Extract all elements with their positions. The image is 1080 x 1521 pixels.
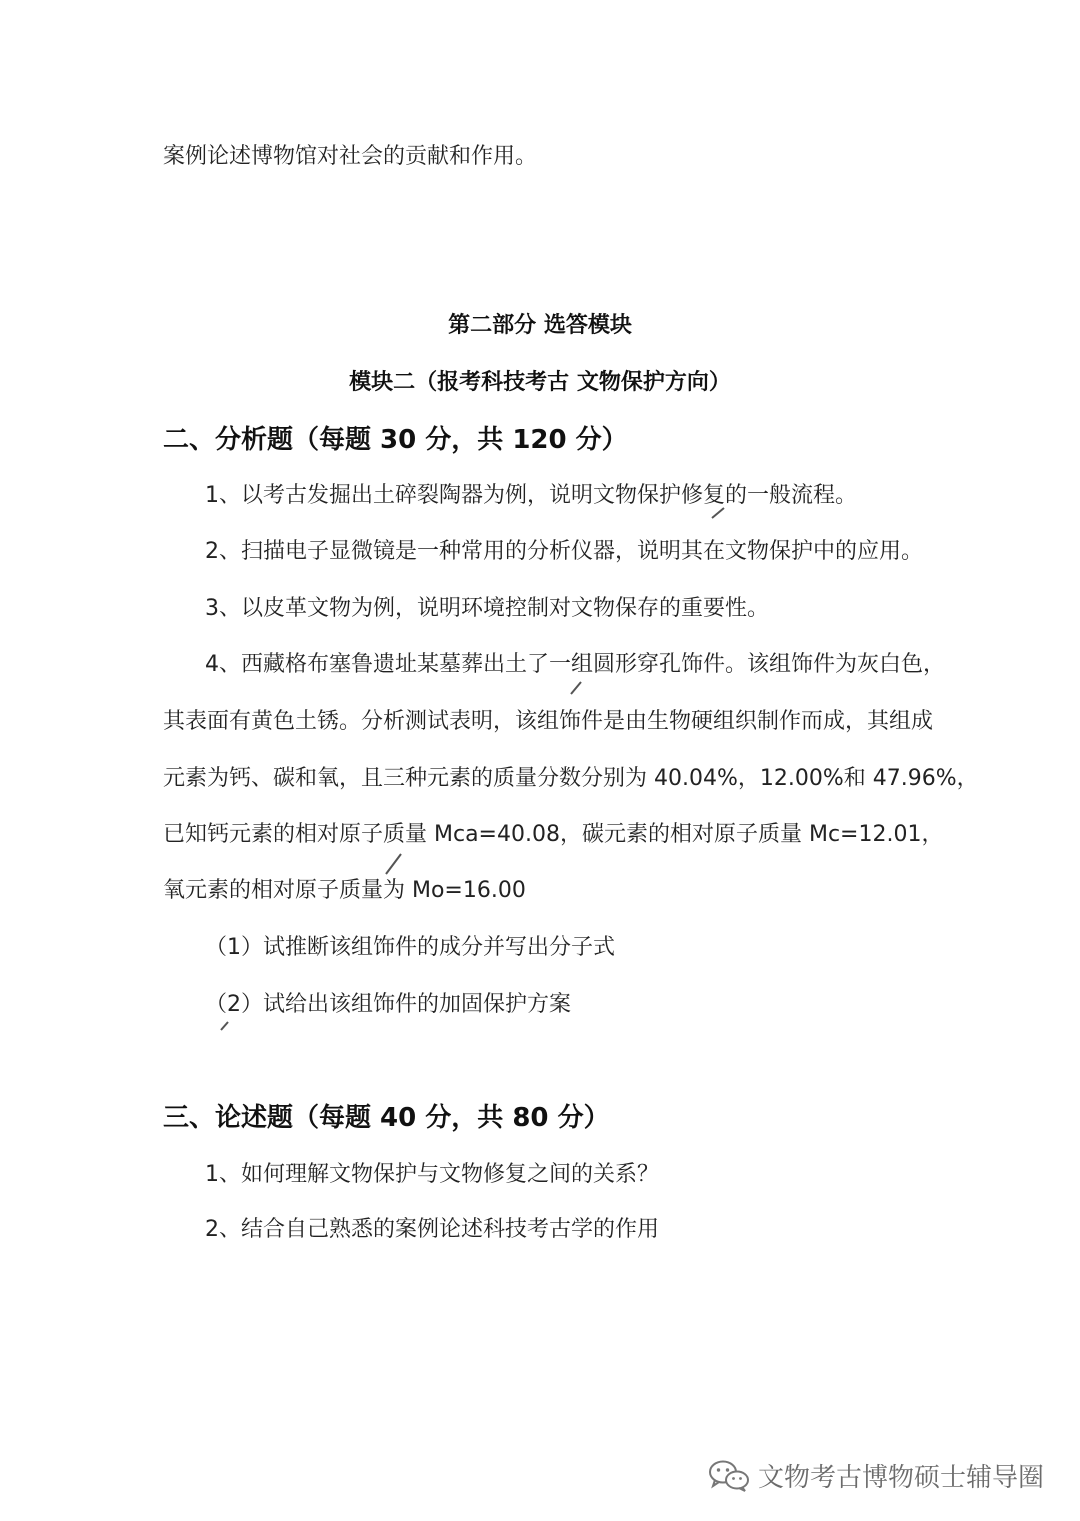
analysis-question-4-sub-1: （1）试推断该组饰件的成分并写出分子式 <box>205 935 615 960</box>
watermark-text: 文物考古博物硕士辅导圈 <box>757 1463 1044 1493</box>
essay-question-1: 1、如何理解文物保护与文物修复之间的关系？ <box>205 1162 659 1187</box>
watermark <box>708 1457 1044 1494</box>
analysis-question-4-line-5: 氧元素的相对原子质量为 Mo=16.00 <box>163 878 526 903</box>
analysis-question-4-line-1: 4、西藏格布塞鲁遗址某墓葬出土了一组圆形穿孔饰件。该组饰件为灰白色， <box>205 652 945 677</box>
analysis-heading: 二、分析题（每题 30 分，共 120 分） <box>163 425 628 455</box>
analysis-question-2: 2、扫描电子显微镜是一种常用的分析仪器，说明其在文物保护中的应用。 <box>205 539 923 564</box>
analysis-question-4-line-3: 元素为钙、碳和氧，且三种元素的质量分数分别为 40.04%，12.00%和 47.96%， <box>163 766 979 791</box>
part-two-title: 第二部分 选答模块 <box>448 313 632 338</box>
pen-mark-2 <box>568 674 588 698</box>
essay-heading: 三、论述题（每题 40 分，共 80 分） <box>163 1103 610 1133</box>
wechat-icon <box>708 1459 750 1493</box>
pen-mark-3 <box>383 848 407 878</box>
pen-mark-1 <box>710 502 730 522</box>
analysis-question-1: 1、以考古发掘出土碎裂陶器为例，说明文物保护修复的一般流程。 <box>205 483 857 508</box>
pen-mark-4 <box>218 1018 234 1034</box>
analysis-question-4-sub-2: （2）试给出该组饰件的加固保护方案 <box>205 992 571 1017</box>
intro-continuation: 案例论述博物馆对社会的贡献和作用。 <box>163 144 538 169</box>
module-title: 模块二（报考科技考古 文物保护方向） <box>349 370 731 395</box>
analysis-question-3: 3、以皮革文物为例，说明环境控制对文物保存的重要性。 <box>205 596 769 621</box>
analysis-question-4-line-2: 其表面有黄色土锈。分析测试表明，该组饰件是由生物硬组织制作而成，其组成 <box>163 709 934 734</box>
essay-question-2: 2、结合自己熟悉的案例论述科技考古学的作用 <box>205 1217 659 1242</box>
analysis-question-4-line-4: 已知钙元素的相对原子质量 Mca=40.08，碳元素的相对原子质量 Mc=12.01， <box>163 822 944 847</box>
